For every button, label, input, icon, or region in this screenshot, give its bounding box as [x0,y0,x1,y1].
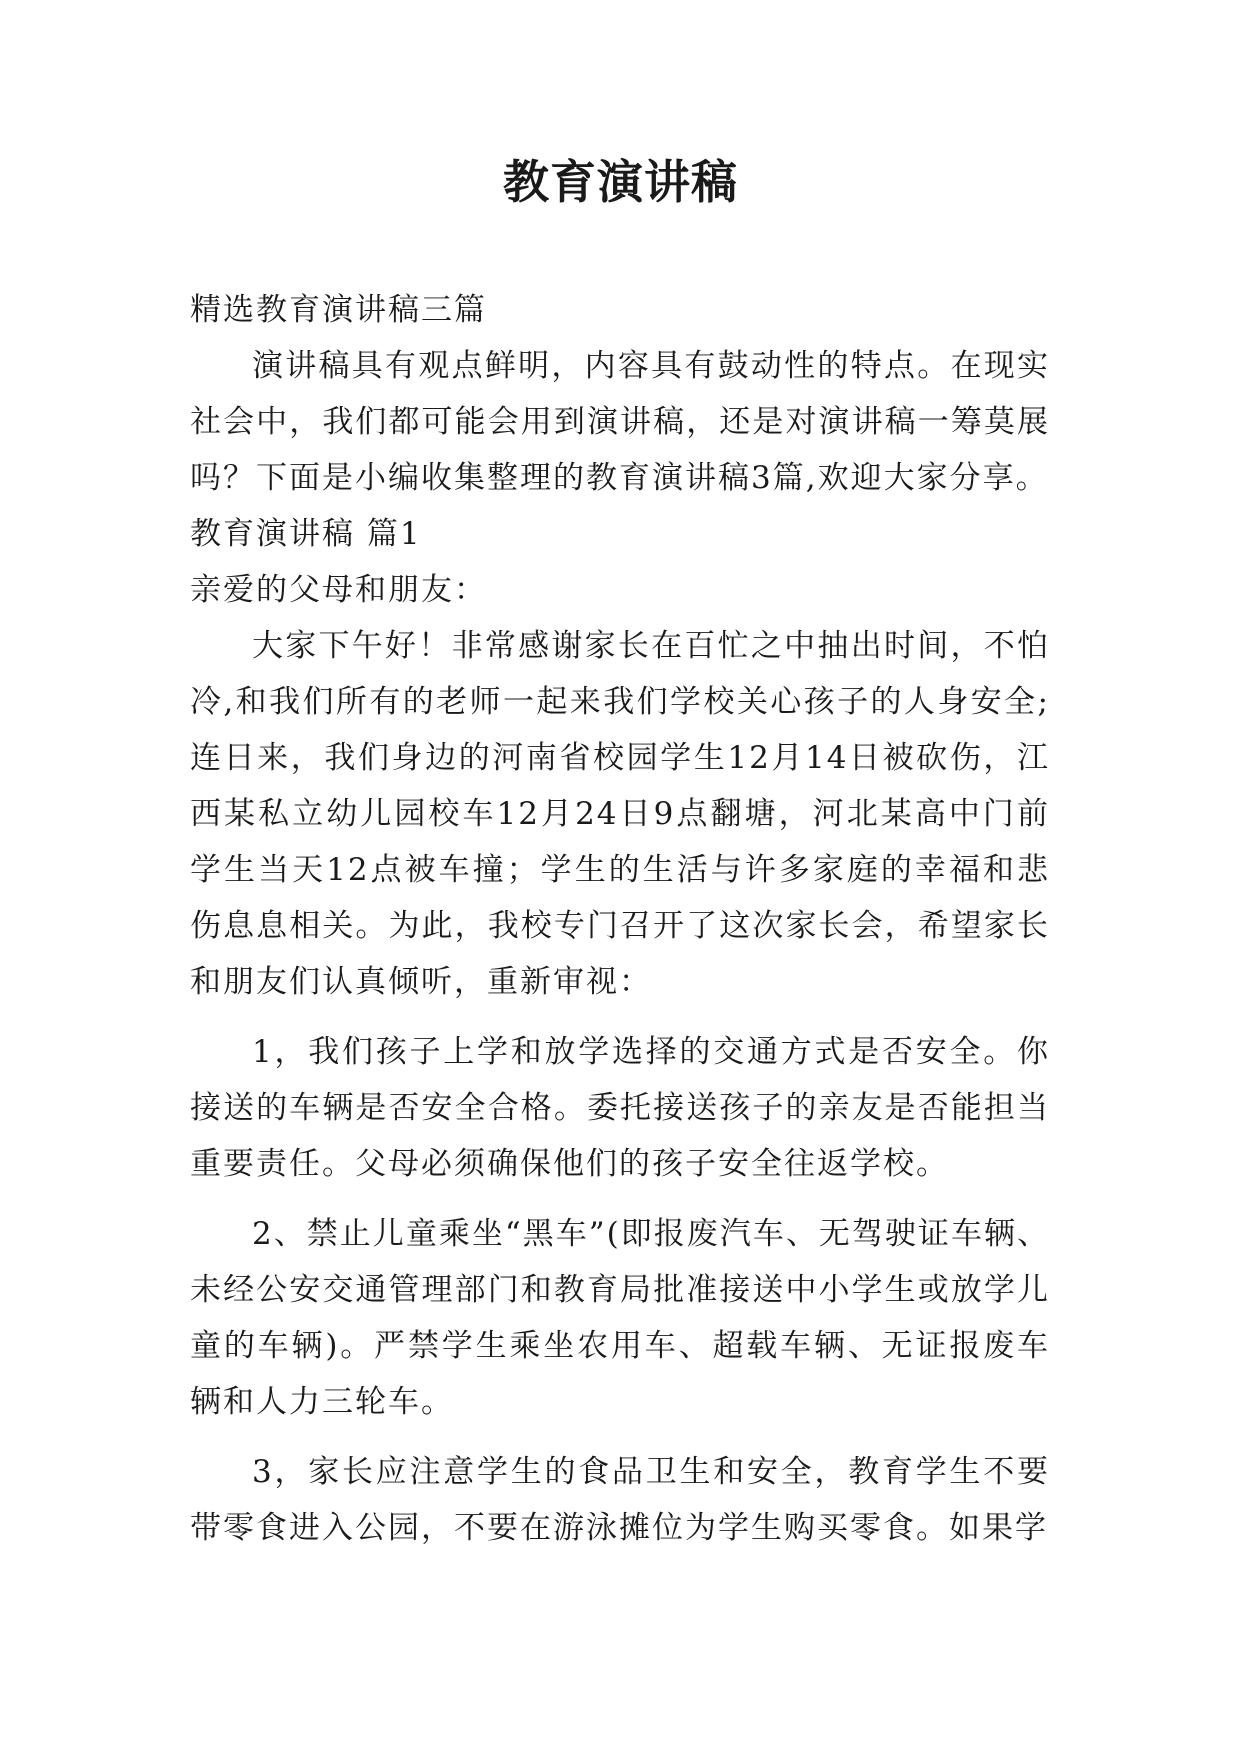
paragraph: 大家下午好！非常感谢家长在百忙之中抽出时间，不怕冷,和我们所有的老师一起来我们学校关心孩子的人身安全;连日来，我们身边的河南省校园学生12月14日被砍伤，江西某私立幼儿园校车12月24日9点翻塘，河北某高中门前学生当天12点被车撞；学生的生活与许多家庭的幸福和悲伤息息相关。为此，我校专门召开了这次家长会，希望家长和朋友们认真倾听，重新审视： [190,628,1050,1000]
paragraph: 精选教育演讲稿三篇 [190,292,487,328]
paragraph: 3，家长应注意学生的食品卫生和安全，教育学生不要带零食进入公园，不要在游泳摊位为学生购买零食。如果学 [190,1454,1050,1546]
paragraph: 演讲稿具有观点鲜明，内容具有鼓动性的特点。在现实社会中，我们都可能会用到演讲稿，还是对演讲稿一筹莫展吗？下面是小编收集整理的教育演讲稿3篇,欢迎大家分享。 [190,348,1050,496]
section-heading: 教育演讲稿 篇1 [190,516,422,552]
paragraph: 2、禁止儿童乘坐“黑车”(即报废汽车、无驾驶证车辆、未经公安交通管理部门和教育局批准接送中小学生或放学儿童的车辆)。严禁学生乘坐农用车、超载车辆、无证报废车辆和人力三轮车。 [190,1216,1050,1420]
paragraph: 1，我们孩子上学和放学选择的交通方式是否安全。你接送的车辆是否安全合格。委托接送孩子的亲友是否能担当重要责任。父母必须确保他们的孩子安全往返学校。 [190,1034,1050,1182]
document-body [190,282,1050,1556]
document-title: 教育演讲稿 [503,155,738,209]
salutation: 亲爱的父母和朋友： [190,572,487,608]
